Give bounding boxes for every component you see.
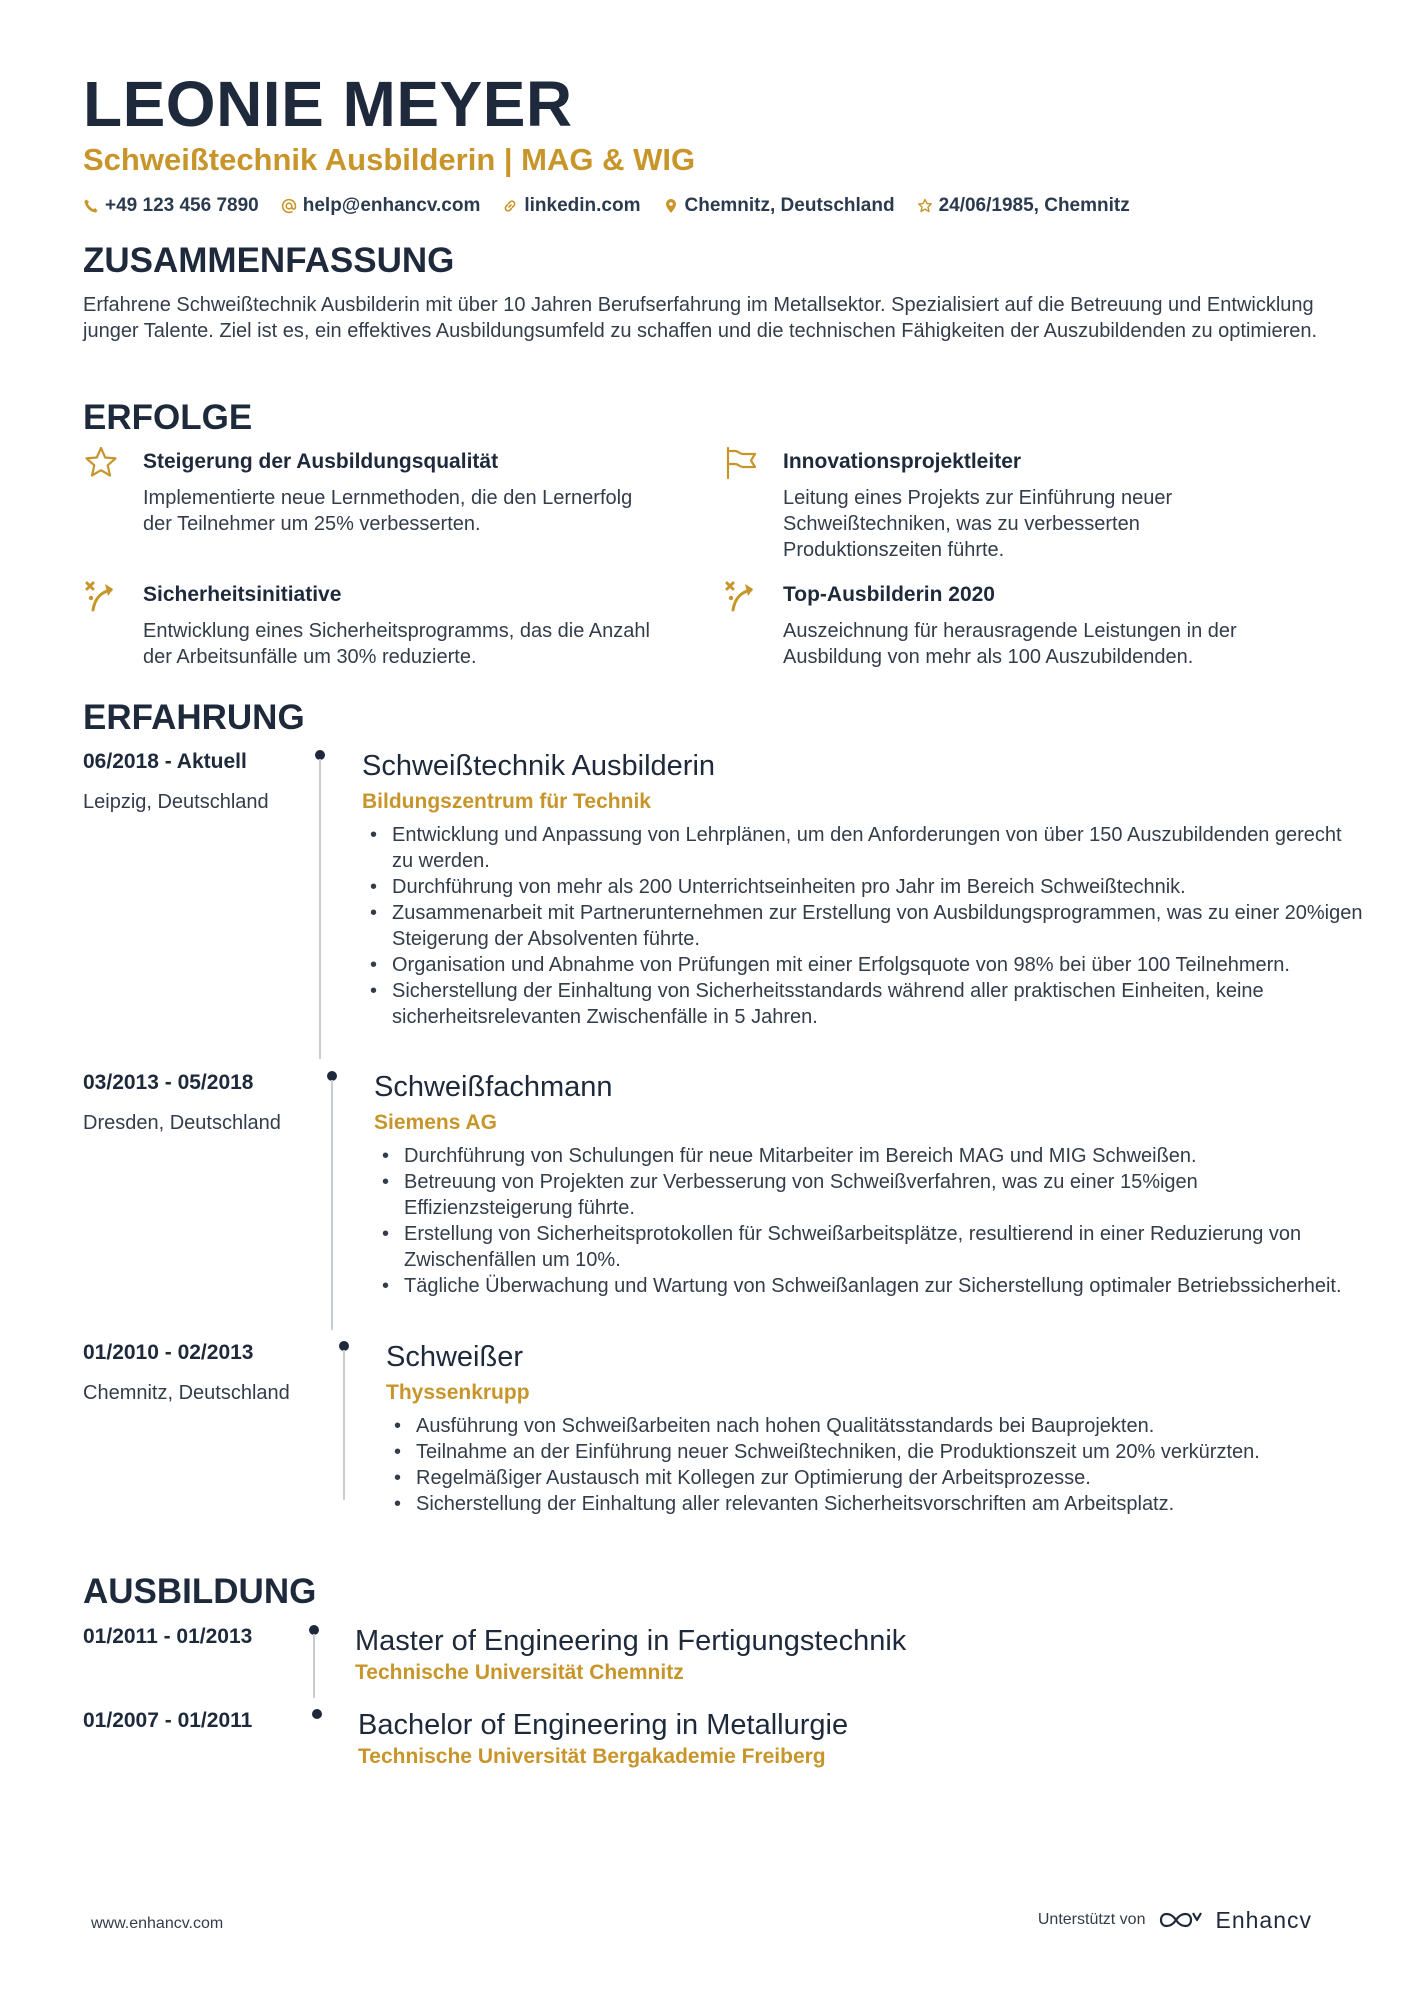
job-company: Bildungszentrum für Technik [362,790,651,813]
achievement-text: Auszeichnung für herausragende Leistungen in der Ausbildung von mehr als 100 Auszubildenden. [783,620,1237,668]
achievement-title: Innovationsprojektleiter [783,450,1022,473]
summary-text: Erfahrene Schweißtechnik Ausbilderin mit über 10 Jahren Berufserfahrung im Metallsektor. Spezialisiert auf die Betreuung und Entwicklung junger Talente. Ziel ist es, ein effektives Ausbildungsumfeld zu schaffen und die technischen Fähigkeiten der Auszubildenden zu optimieren. [83,294,1318,342]
achievement-title: Steigerung der Ausbildungsqualität [143,450,499,473]
list-item: • Ausführung von Schweißarbeiten nach hohen Qualitätsstandards bei Bauprojekten. [388,1413,1368,1439]
timeline-line [343,1350,345,1500]
job-company: Thyssenkrupp [386,1381,530,1404]
timeline-line [331,1080,333,1330]
edu-degree: Bachelor of Engineering in Metallurgie [358,1709,849,1741]
list-item: • Tägliche Überwachung und Wartung von Schweißanlagen zur Sicherstellung optimaler Betriebssicherheit. [376,1273,1366,1299]
contact-email[interactable] [281,194,481,218]
candidate-title: Schweißtechnik Ausbilderin | MAG & WIG [83,142,696,177]
edu-degree: Master of Engineering in Fertigungstechnik [355,1625,907,1657]
job-date: 06/2018 - Aktuell [83,750,247,773]
location-pin-icon [663,198,679,214]
experience-entry [83,1340,1343,1515]
list-item: • Organisation und Abnahme von Prüfungen mit einer Erfolgsquote von 98% bei über 100 Teilnehmern. [364,952,1364,978]
list-item: • Durchführung von mehr als 200 Unterrichtseinheiten pro Jahr im Bereich Schweißtechnik. [364,874,1364,900]
job-location: Chemnitz, Deutschland [83,1382,290,1404]
job-company: Siemens AG [374,1111,497,1134]
job-bullets [364,822,1364,1030]
job-location: Leipzig, Deutschland [83,791,269,813]
job-bullets [376,1143,1366,1299]
star-icon [83,445,119,481]
achievement-title: Top-Ausbilderin 2020 [783,583,995,606]
job-role: Schweißfachmann [374,1071,613,1103]
education-entry [83,1708,1343,1778]
job-date: 03/2013 - 05/2018 [83,1071,254,1094]
list-item: • Durchführung von Schulungen für neue Mitarbeiter im Bereich MAG und MIG Schweißen. [376,1143,1366,1169]
list-item: • Regelmäßiger Austausch mit Kollegen zur Optimierung der Arbeitsprozesse. [388,1465,1368,1491]
list-item: • Betreuung von Projekten zur Verbesserung von Schweißverfahren, was zu einer 15%igen Effizienzsteigerung führte. [376,1169,1366,1221]
job-role: Schweißer [386,1341,523,1373]
experience-entry [83,1070,1343,1330]
star-icon [917,198,933,214]
phone-icon [83,198,99,214]
enhancv-logo-icon [1157,1907,1203,1933]
achievement-text: Entwicklung eines Sicherheitsprogramms, das die Anzahl der Arbeitsunfälle um 30% reduzierte. [143,620,650,668]
edu-date: 01/2011 - 01/2013 [83,1625,253,1648]
timeline-dot [312,1709,322,1719]
achievements-heading: ERFOLGE [83,398,253,437]
list-item: • Sicherstellung der Einhaltung aller relevanten Sicherheitsvorschriften am Arbeitsplatz. [388,1491,1368,1517]
at-icon [281,198,297,214]
education-heading: AUSBILDUNG [83,1572,317,1611]
timeline-line [313,1634,315,1698]
list-item: • Zusammenarbeit mit Partnerunternehmen zur Erstellung von Ausbildungsprogrammen, was zu einer 20%igen Steigerung der Absolventen führte. [364,900,1364,952]
achievement-title: Sicherheitsinitiative [143,583,342,606]
summary-heading: ZUSAMMENFASSUNG [83,241,455,280]
job-location: Dresden, Deutschland [83,1112,281,1134]
list-item: • Entwicklung und Anpassung von Lehrplänen, um den Anforderungen von über 150 Auszubildenden gerecht zu werden. [364,822,1364,874]
contact-phone[interactable] [83,194,259,218]
achievement-text: Implementierte neue Lernmethoden, die den Lernerfolg der Teilnehmer um 25% verbesserten. [143,487,633,535]
brand-name: Enhancv [1215,1907,1312,1933]
flag-icon [723,445,759,481]
contact-location [663,194,895,218]
contact-bar [83,194,1130,218]
contact-text: linkedin.com [524,195,641,216]
contact-text: 24/06/1985, Chemnitz [938,195,1130,216]
link-icon [502,198,518,214]
contact-text: help@enhancv.com [302,195,481,216]
strategy-icon [723,578,759,614]
edu-school: Technische Universität Bergakademie Freiberg [358,1745,826,1768]
powered-by[interactable] [1038,1906,1312,1934]
timeline-line [319,759,321,1059]
edu-date: 01/2007 - 01/2011 [83,1709,253,1732]
achievement-text: Leitung eines Projekts zur Einführung neuer Schweißtechniken, was zu verbesserten Produktionszeiten führte. [783,487,1173,561]
list-item: • Teilnahme an der Einführung neuer Schweißtechniken, die Produktionszeit um 20% verkürzten. [388,1439,1368,1465]
job-date: 01/2010 - 02/2013 [83,1341,254,1364]
education-entry [83,1624,1343,1708]
candidate-name: LEONIE MEYER [83,68,573,140]
footer-url[interactable]: www.enhancv.com [91,1915,224,1932]
list-item: • Sicherstellung der Einhaltung von Sicherheitsstandards während aller praktischen Einheiten, keine sicherheitsrelevanten Zwischenfälle in 5 Jahren. [364,978,1364,1030]
edu-school: Technische Universität Chemnitz [355,1661,684,1684]
contact-text: Chemnitz, Deutschland [684,195,895,216]
experience-entry [83,749,1363,1059]
contact-linkedin[interactable] [502,194,640,218]
contact-birth [917,194,1130,218]
experience-heading: ERFAHRUNG [83,698,305,737]
job-bullets [388,1413,1368,1517]
powered-by-label: Unterstützt von [1037,1911,1146,1928]
contact-text: +49 123 456 7890 [105,195,259,216]
list-item: • Erstellung von Sicherheitsprotokollen für Schweißarbeitsplätze, resultierend in einer Reduzierung von Zwischenfällen um 10%. [376,1221,1366,1273]
strategy-icon [83,578,119,614]
job-role: Schweißtechnik Ausbilderin [362,750,716,782]
